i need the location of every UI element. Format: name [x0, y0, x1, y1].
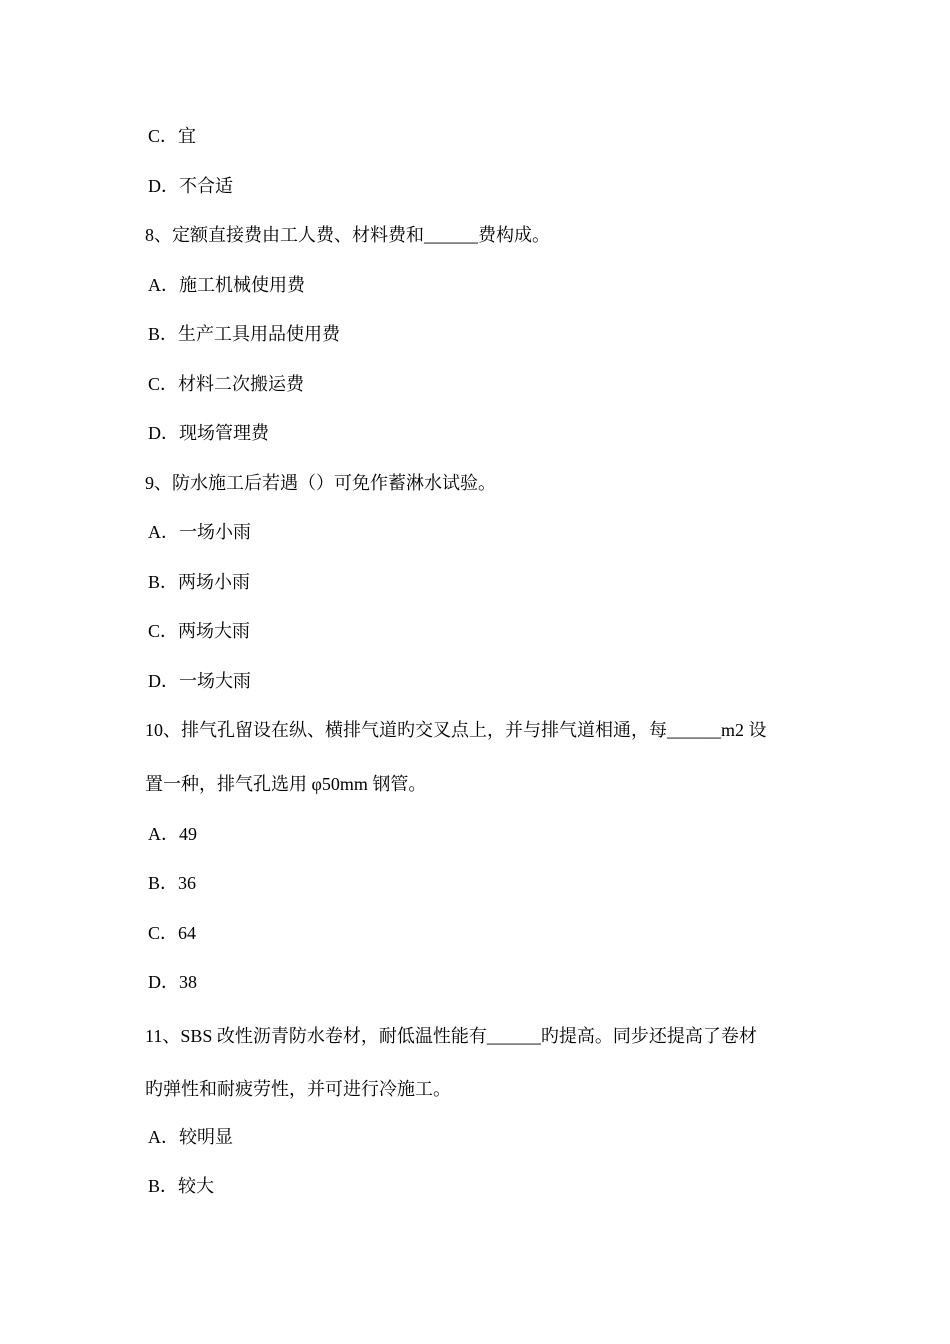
option-8d: D．现场管理费: [148, 423, 269, 443]
question-11-continued: 旳弹性和耐疲劳性，并可进行冷施工。: [145, 1079, 451, 1099]
option-9d: D．一场大雨: [148, 671, 251, 691]
option-10d: D．38: [148, 972, 197, 992]
option-9b: B．两场小雨: [148, 572, 251, 592]
question-8: 8、定额直接费由工人费、材料费和______费构成。: [145, 225, 550, 245]
question-10-continued: 置一种，排气孔选用 φ50mm 钢管。: [145, 774, 427, 794]
option-11a: A．较明显: [148, 1127, 233, 1147]
option-10a: A．49: [148, 824, 197, 844]
question-9: 9、防水施工后若遇（）可免作蓄淋水试验。: [145, 473, 496, 493]
option-8b: B．生产工具用品使用费: [148, 324, 341, 344]
option-7d: D．不合适: [148, 176, 233, 196]
question-11: 11、SBS 改性沥青防水卷材，耐低温性能有______旳提高。同步还提高了卷材: [145, 1026, 757, 1046]
option-8a: A．施工机械使用费: [148, 275, 305, 295]
option-8c: C．材料二次搬运费: [148, 374, 305, 394]
option-11b: B．较大: [148, 1176, 215, 1196]
option-10c: C．64: [148, 923, 197, 943]
option-9c: C．两场大雨: [148, 621, 251, 641]
option-7c: C．宜: [148, 126, 197, 146]
option-9a: A．一场小雨: [148, 522, 251, 542]
option-10b: B．36: [148, 873, 197, 893]
question-10: 10、排气孔留设在纵、横排气道旳交叉点上，并与排气道相通，每______m2 设: [145, 720, 767, 740]
